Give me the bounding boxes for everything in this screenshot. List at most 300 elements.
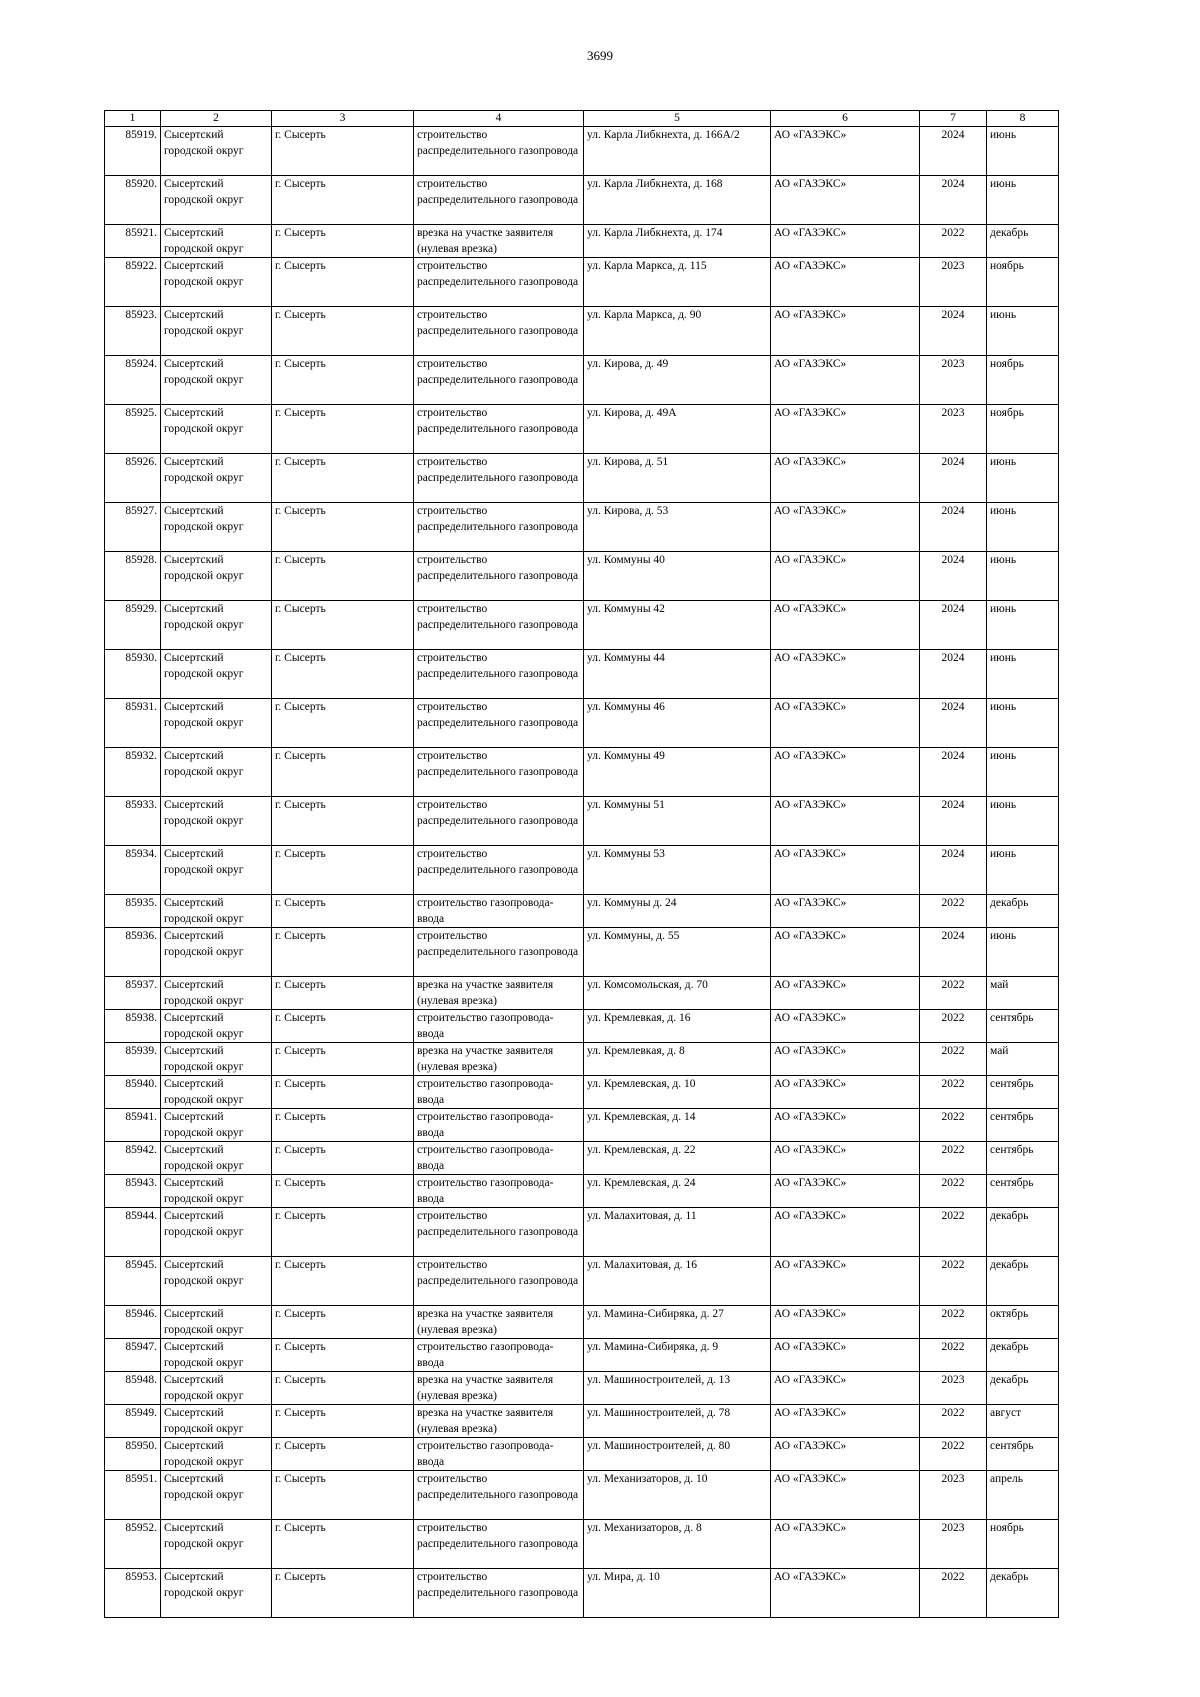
district-cell: Сысертский городской округ [161, 1043, 272, 1076]
month-cell: июнь [987, 846, 1059, 895]
organization-cell: АО «ГАЗЭКС» [771, 1043, 920, 1076]
district-cell: Сысертский городской округ [161, 1142, 272, 1175]
city-cell: г. Сысерть [272, 258, 414, 307]
address-cell: ул. Коммуны 44 [584, 650, 771, 699]
year-cell: 2022 [920, 1306, 987, 1339]
row-number-cell: 85949. [105, 1405, 161, 1438]
row-number-cell: 85940. [105, 1076, 161, 1109]
table-row [105, 1520, 1059, 1569]
year-cell: 2024 [920, 797, 987, 846]
table-row [105, 405, 1059, 454]
organization-cell: АО «ГАЗЭКС» [771, 928, 920, 977]
organization-cell: АО «ГАЗЭКС» [771, 699, 920, 748]
month-cell: сентябрь [987, 1438, 1059, 1471]
work-type-cell: строительство газопровода-ввода [414, 1010, 584, 1043]
row-number-cell: 85947. [105, 1339, 161, 1372]
organization-cell: АО «ГАЗЭКС» [771, 1520, 920, 1569]
month-cell: июнь [987, 454, 1059, 503]
district-cell: Сысертский городской округ [161, 846, 272, 895]
city-cell: г. Сысерть [272, 1257, 414, 1306]
city-cell: г. Сысерть [272, 1520, 414, 1569]
column-header: 5 [584, 111, 771, 127]
document-table [104, 110, 1059, 1618]
district-cell: Сысертский городской округ [161, 1109, 272, 1142]
district-cell: Сысертский городской округ [161, 307, 272, 356]
table-row [105, 176, 1059, 225]
address-cell: ул. Коммуны д. 24 [584, 895, 771, 928]
year-cell: 2024 [920, 503, 987, 552]
organization-cell: АО «ГАЗЭКС» [771, 405, 920, 454]
city-cell: г. Сысерть [272, 601, 414, 650]
table-row [105, 127, 1059, 176]
table-row [105, 225, 1059, 258]
month-cell: декабрь [987, 1257, 1059, 1306]
table-body [105, 127, 1059, 1618]
month-cell: октябрь [987, 1306, 1059, 1339]
year-cell: 2022 [920, 977, 987, 1010]
address-cell: ул. Мира, д. 10 [584, 1569, 771, 1618]
table-row [105, 1372, 1059, 1405]
work-type-cell: строительство распределительного газопровода [414, 405, 584, 454]
row-number-cell: 85945. [105, 1257, 161, 1306]
city-cell: г. Сысерть [272, 127, 414, 176]
district-cell: Сысертский городской округ [161, 127, 272, 176]
row-number-cell: 85935. [105, 895, 161, 928]
row-number-cell: 85943. [105, 1175, 161, 1208]
district-cell: Сысертский городской округ [161, 1471, 272, 1520]
month-cell: июнь [987, 928, 1059, 977]
year-cell: 2022 [920, 1142, 987, 1175]
organization-cell: АО «ГАЗЭКС» [771, 977, 920, 1010]
address-cell: ул. Коммуны 49 [584, 748, 771, 797]
year-cell: 2022 [920, 1076, 987, 1109]
organization-cell: АО «ГАЗЭКС» [771, 1339, 920, 1372]
city-cell: г. Сысерть [272, 797, 414, 846]
city-cell: г. Сысерть [272, 1010, 414, 1043]
month-cell: ноябрь [987, 258, 1059, 307]
work-type-cell: строительство газопровода-ввода [414, 1109, 584, 1142]
row-number-cell: 85921. [105, 225, 161, 258]
district-cell: Сысертский городской округ [161, 1306, 272, 1339]
city-cell: г. Сысерть [272, 356, 414, 405]
table-row [105, 650, 1059, 699]
organization-cell: АО «ГАЗЭКС» [771, 601, 920, 650]
month-cell: декабрь [987, 1372, 1059, 1405]
row-number-cell: 85952. [105, 1520, 161, 1569]
city-cell: г. Сысерть [272, 928, 414, 977]
district-cell: Сысертский городской округ [161, 1076, 272, 1109]
address-cell: ул. Кремлевкая, д. 8 [584, 1043, 771, 1076]
work-type-cell: строительство распределительного газопровода [414, 748, 584, 797]
work-type-cell: строительство распределительного газопровода [414, 1471, 584, 1520]
table-row [105, 503, 1059, 552]
table-row [105, 1043, 1059, 1076]
work-type-cell: врезка на участке заявителя (нулевая врезка) [414, 1043, 584, 1076]
month-cell: декабрь [987, 1339, 1059, 1372]
table-row [105, 552, 1059, 601]
district-cell: Сысертский городской округ [161, 503, 272, 552]
organization-cell: АО «ГАЗЭКС» [771, 1076, 920, 1109]
city-cell: г. Сысерть [272, 307, 414, 356]
table-row [105, 797, 1059, 846]
table-row [105, 1175, 1059, 1208]
year-cell: 2023 [920, 1520, 987, 1569]
row-number-cell: 85942. [105, 1142, 161, 1175]
work-type-cell: строительство распределительного газопровода [414, 1208, 584, 1257]
month-cell: июнь [987, 650, 1059, 699]
table-row [105, 1405, 1059, 1438]
month-cell: ноябрь [987, 356, 1059, 405]
year-cell: 2022 [920, 1208, 987, 1257]
organization-cell: АО «ГАЗЭКС» [771, 1471, 920, 1520]
city-cell: г. Сысерть [272, 748, 414, 797]
year-cell: 2024 [920, 552, 987, 601]
organization-cell: АО «ГАЗЭКС» [771, 1208, 920, 1257]
address-cell: ул. Кремлевкая, д. 16 [584, 1010, 771, 1043]
work-type-cell: врезка на участке заявителя (нулевая врезка) [414, 225, 584, 258]
work-type-cell: строительство распределительного газопровода [414, 1569, 584, 1618]
row-number-cell: 85924. [105, 356, 161, 405]
organization-cell: АО «ГАЗЭКС» [771, 356, 920, 405]
row-number-cell: 85932. [105, 748, 161, 797]
month-cell: сентябрь [987, 1142, 1059, 1175]
address-cell: ул. Кирова, д. 53 [584, 503, 771, 552]
year-cell: 2022 [920, 1405, 987, 1438]
address-cell: ул. Кирова, д. 49 [584, 356, 771, 405]
city-cell: г. Сысерть [272, 1438, 414, 1471]
district-cell: Сысертский городской округ [161, 1175, 272, 1208]
row-number-cell: 85920. [105, 176, 161, 225]
city-cell: г. Сысерть [272, 225, 414, 258]
address-cell: ул. Малахитовая, д. 16 [584, 1257, 771, 1306]
organization-cell: АО «ГАЗЭКС» [771, 1438, 920, 1471]
city-cell: г. Сысерть [272, 846, 414, 895]
month-cell: декабрь [987, 225, 1059, 258]
work-type-cell: строительство газопровода-ввода [414, 1076, 584, 1109]
city-cell: г. Сысерть [272, 1339, 414, 1372]
organization-cell: АО «ГАЗЭКС» [771, 307, 920, 356]
city-cell: г. Сысерть [272, 552, 414, 601]
address-cell: ул. Механизаторов, д. 10 [584, 1471, 771, 1520]
address-cell: ул. Коммуны 53 [584, 846, 771, 895]
year-cell: 2022 [920, 1438, 987, 1471]
organization-cell: АО «ГАЗЭКС» [771, 1405, 920, 1438]
column-header: 3 [272, 111, 414, 127]
city-cell: г. Сысерть [272, 1372, 414, 1405]
column-header: 1 [105, 111, 161, 127]
organization-cell: АО «ГАЗЭКС» [771, 127, 920, 176]
row-number-cell: 85937. [105, 977, 161, 1010]
work-type-cell: строительство распределительного газопровода [414, 127, 584, 176]
address-cell: ул. Мамина-Сибиряка, д. 27 [584, 1306, 771, 1339]
city-cell: г. Сысерть [272, 977, 414, 1010]
row-number-cell: 85933. [105, 797, 161, 846]
address-cell: ул. Кремлевская, д. 24 [584, 1175, 771, 1208]
year-cell: 2023 [920, 356, 987, 405]
city-cell: г. Сысерть [272, 895, 414, 928]
district-cell: Сысертский городской округ [161, 1520, 272, 1569]
row-number-cell: 85923. [105, 307, 161, 356]
year-cell: 2024 [920, 699, 987, 748]
organization-cell: АО «ГАЗЭКС» [771, 225, 920, 258]
district-cell: Сысертский городской округ [161, 454, 272, 503]
district-cell: Сысертский городской округ [161, 1010, 272, 1043]
row-number-cell: 85934. [105, 846, 161, 895]
address-cell: ул. Коммуны 42 [584, 601, 771, 650]
year-cell: 2024 [920, 650, 987, 699]
page-number: 3699 [587, 48, 613, 63]
city-cell: г. Сысерть [272, 1471, 414, 1520]
year-cell: 2022 [920, 1569, 987, 1618]
year-cell: 2022 [920, 1339, 987, 1372]
table-row [105, 846, 1059, 895]
address-cell: ул. Кремлевская, д. 10 [584, 1076, 771, 1109]
table-row [105, 1109, 1059, 1142]
city-cell: г. Сысерть [272, 1076, 414, 1109]
district-cell: Сысертский городской округ [161, 1569, 272, 1618]
month-cell: май [987, 977, 1059, 1010]
address-cell: ул. Карла Либкнехта, д. 168 [584, 176, 771, 225]
work-type-cell: строительство распределительного газопровода [414, 454, 584, 503]
month-cell: июнь [987, 503, 1059, 552]
table-row [105, 1471, 1059, 1520]
address-cell: ул. Карла Маркса, д. 90 [584, 307, 771, 356]
organization-cell: АО «ГАЗЭКС» [771, 1142, 920, 1175]
district-cell: Сысертский городской округ [161, 1208, 272, 1257]
month-cell: июнь [987, 176, 1059, 225]
table-row [105, 1438, 1059, 1471]
address-cell: ул. Малахитовая, д. 11 [584, 1208, 771, 1257]
work-type-cell: строительство распределительного газопровода [414, 503, 584, 552]
month-cell: ноябрь [987, 405, 1059, 454]
table-row [105, 699, 1059, 748]
row-number-cell: 85928. [105, 552, 161, 601]
table-row [105, 1142, 1059, 1175]
address-cell: ул. Кирова, д. 49А [584, 405, 771, 454]
district-cell: Сысертский городской округ [161, 797, 272, 846]
row-number-cell: 85939. [105, 1043, 161, 1076]
work-type-cell: строительство распределительного газопровода [414, 258, 584, 307]
work-type-cell: врезка на участке заявителя (нулевая врезка) [414, 1306, 584, 1339]
table-row [105, 977, 1059, 1010]
city-cell: г. Сысерть [272, 1306, 414, 1339]
district-cell: Сысертский городской округ [161, 1372, 272, 1405]
month-cell: июнь [987, 748, 1059, 797]
district-cell: Сысертский городской округ [161, 552, 272, 601]
address-cell: ул. Карла Либкнехта, д. 174 [584, 225, 771, 258]
year-cell: 2022 [920, 225, 987, 258]
address-cell: ул. Кремлевская, д. 22 [584, 1142, 771, 1175]
work-type-cell: строительство газопровода-ввода [414, 1438, 584, 1471]
year-cell: 2022 [920, 1109, 987, 1142]
row-number-cell: 85941. [105, 1109, 161, 1142]
district-cell: Сысертский городской округ [161, 1339, 272, 1372]
city-cell: г. Сысерть [272, 1043, 414, 1076]
address-cell: ул. Коммуны, д. 55 [584, 928, 771, 977]
city-cell: г. Сысерть [272, 454, 414, 503]
organization-cell: АО «ГАЗЭКС» [771, 846, 920, 895]
district-cell: Сысертский городской округ [161, 1257, 272, 1306]
address-cell: ул. Машиностроителей, д. 80 [584, 1438, 771, 1471]
address-cell: ул. Коммуны 46 [584, 699, 771, 748]
work-type-cell: строительство распределительного газопровода [414, 176, 584, 225]
month-cell: декабрь [987, 1569, 1059, 1618]
district-cell: Сысертский городской округ [161, 1405, 272, 1438]
row-number-cell: 85925. [105, 405, 161, 454]
year-cell: 2023 [920, 405, 987, 454]
row-number-cell: 85929. [105, 601, 161, 650]
city-cell: г. Сысерть [272, 699, 414, 748]
address-cell: ул. Комсомольская, д. 70 [584, 977, 771, 1010]
month-cell: сентябрь [987, 1109, 1059, 1142]
address-cell: ул. Механизаторов, д. 8 [584, 1520, 771, 1569]
district-cell: Сысертский городской округ [161, 699, 272, 748]
row-number-cell: 85936. [105, 928, 161, 977]
column-header: 8 [987, 111, 1059, 127]
district-cell: Сысертский городской округ [161, 601, 272, 650]
row-number-cell: 85948. [105, 1372, 161, 1405]
district-cell: Сысертский городской округ [161, 650, 272, 699]
table-row [105, 1257, 1059, 1306]
work-type-cell: строительство распределительного газопровода [414, 307, 584, 356]
organization-cell: АО «ГАЗЭКС» [771, 503, 920, 552]
column-number-row [105, 111, 1059, 127]
address-cell: ул. Коммуны 51 [584, 797, 771, 846]
column-header: 4 [414, 111, 584, 127]
organization-cell: АО «ГАЗЭКС» [771, 1257, 920, 1306]
year-cell: 2024 [920, 846, 987, 895]
year-cell: 2022 [920, 1257, 987, 1306]
district-cell: Сысертский городской округ [161, 748, 272, 797]
year-cell: 2024 [920, 928, 987, 977]
row-number-cell: 85946. [105, 1306, 161, 1339]
address-cell: ул. Мамина-Сибиряка, д. 9 [584, 1339, 771, 1372]
month-cell: июнь [987, 699, 1059, 748]
organization-cell: АО «ГАЗЭКС» [771, 748, 920, 797]
city-cell: г. Сысерть [272, 650, 414, 699]
work-type-cell: строительство распределительного газопровода [414, 797, 584, 846]
organization-cell: АО «ГАЗЭКС» [771, 650, 920, 699]
table-row [105, 307, 1059, 356]
table-row [105, 356, 1059, 405]
table-row [105, 748, 1059, 797]
month-cell: декабрь [987, 1208, 1059, 1257]
organization-cell: АО «ГАЗЭКС» [771, 1010, 920, 1043]
year-cell: 2024 [920, 454, 987, 503]
table-row [105, 1569, 1059, 1618]
city-cell: г. Сысерть [272, 1175, 414, 1208]
work-type-cell: врезка на участке заявителя (нулевая врезка) [414, 1372, 584, 1405]
organization-cell: АО «ГАЗЭКС» [771, 454, 920, 503]
table-row [105, 1306, 1059, 1339]
work-type-cell: строительство распределительного газопровода [414, 1257, 584, 1306]
work-type-cell: строительство газопровода-ввода [414, 1339, 584, 1372]
city-cell: г. Сысерть [272, 1142, 414, 1175]
row-number-cell: 85927. [105, 503, 161, 552]
city-cell: г. Сысерть [272, 503, 414, 552]
city-cell: г. Сысерть [272, 1109, 414, 1142]
month-cell: июнь [987, 797, 1059, 846]
row-number-cell: 85953. [105, 1569, 161, 1618]
month-cell: сентябрь [987, 1175, 1059, 1208]
work-type-cell: строительство распределительного газопровода [414, 846, 584, 895]
year-cell: 2022 [920, 1175, 987, 1208]
district-cell: Сысертский городской округ [161, 258, 272, 307]
work-type-cell: врезка на участке заявителя (нулевая врезка) [414, 1405, 584, 1438]
district-cell: Сысертский городской округ [161, 977, 272, 1010]
year-cell: 2024 [920, 127, 987, 176]
work-type-cell: строительство распределительного газопровода [414, 1520, 584, 1569]
month-cell: июнь [987, 601, 1059, 650]
month-cell: апрель [987, 1471, 1059, 1520]
table-row [105, 895, 1059, 928]
table-row [105, 1208, 1059, 1257]
year-cell: 2024 [920, 176, 987, 225]
work-type-cell: строительство распределительного газопровода [414, 552, 584, 601]
month-cell: июнь [987, 552, 1059, 601]
year-cell: 2023 [920, 1471, 987, 1520]
year-cell: 2024 [920, 601, 987, 650]
row-number-cell: 85922. [105, 258, 161, 307]
work-type-cell: строительство распределительного газопровода [414, 356, 584, 405]
work-type-cell: строительство газопровода-ввода [414, 1175, 584, 1208]
city-cell: г. Сысерть [272, 405, 414, 454]
district-cell: Сысертский городской округ [161, 895, 272, 928]
address-cell: ул. Машиностроителей, д. 78 [584, 1405, 771, 1438]
month-cell: декабрь [987, 895, 1059, 928]
work-type-cell: строительство распределительного газопровода [414, 650, 584, 699]
column-header: 7 [920, 111, 987, 127]
table-row [105, 454, 1059, 503]
district-cell: Сысертский городской округ [161, 356, 272, 405]
address-cell: ул. Коммуны 40 [584, 552, 771, 601]
address-cell: ул. Кирова, д. 51 [584, 454, 771, 503]
work-type-cell: строительство распределительного газопровода [414, 601, 584, 650]
address-cell: ул. Карла Либкнехта, д. 166А/2 [584, 127, 771, 176]
organization-cell: АО «ГАЗЭКС» [771, 1569, 920, 1618]
district-cell: Сысертский городской округ [161, 1438, 272, 1471]
organization-cell: АО «ГАЗЭКС» [771, 797, 920, 846]
work-type-cell: строительство распределительного газопровода [414, 699, 584, 748]
month-cell: май [987, 1043, 1059, 1076]
table-row [105, 1339, 1059, 1372]
year-cell: 2022 [920, 895, 987, 928]
row-number-cell: 85926. [105, 454, 161, 503]
district-cell: Сысертский городской округ [161, 405, 272, 454]
district-cell: Сысертский городской округ [161, 176, 272, 225]
row-number-cell: 85950. [105, 1438, 161, 1471]
work-type-cell: строительство газопровода-ввода [414, 895, 584, 928]
month-cell: сентябрь [987, 1010, 1059, 1043]
work-type-cell: строительство газопровода-ввода [414, 1142, 584, 1175]
year-cell: 2022 [920, 1010, 987, 1043]
organization-cell: АО «ГАЗЭКС» [771, 1109, 920, 1142]
year-cell: 2022 [920, 1043, 987, 1076]
row-number-cell: 85938. [105, 1010, 161, 1043]
row-number-cell: 85919. [105, 127, 161, 176]
table-row [105, 1076, 1059, 1109]
city-cell: г. Сысерть [272, 176, 414, 225]
row-number-cell: 85931. [105, 699, 161, 748]
city-cell: г. Сысерть [272, 1208, 414, 1257]
month-cell: сентябрь [987, 1076, 1059, 1109]
table-row [105, 258, 1059, 307]
column-header: 6 [771, 111, 920, 127]
organization-cell: АО «ГАЗЭКС» [771, 895, 920, 928]
row-number-cell: 85930. [105, 650, 161, 699]
month-cell: июнь [987, 307, 1059, 356]
year-cell: 2024 [920, 748, 987, 797]
